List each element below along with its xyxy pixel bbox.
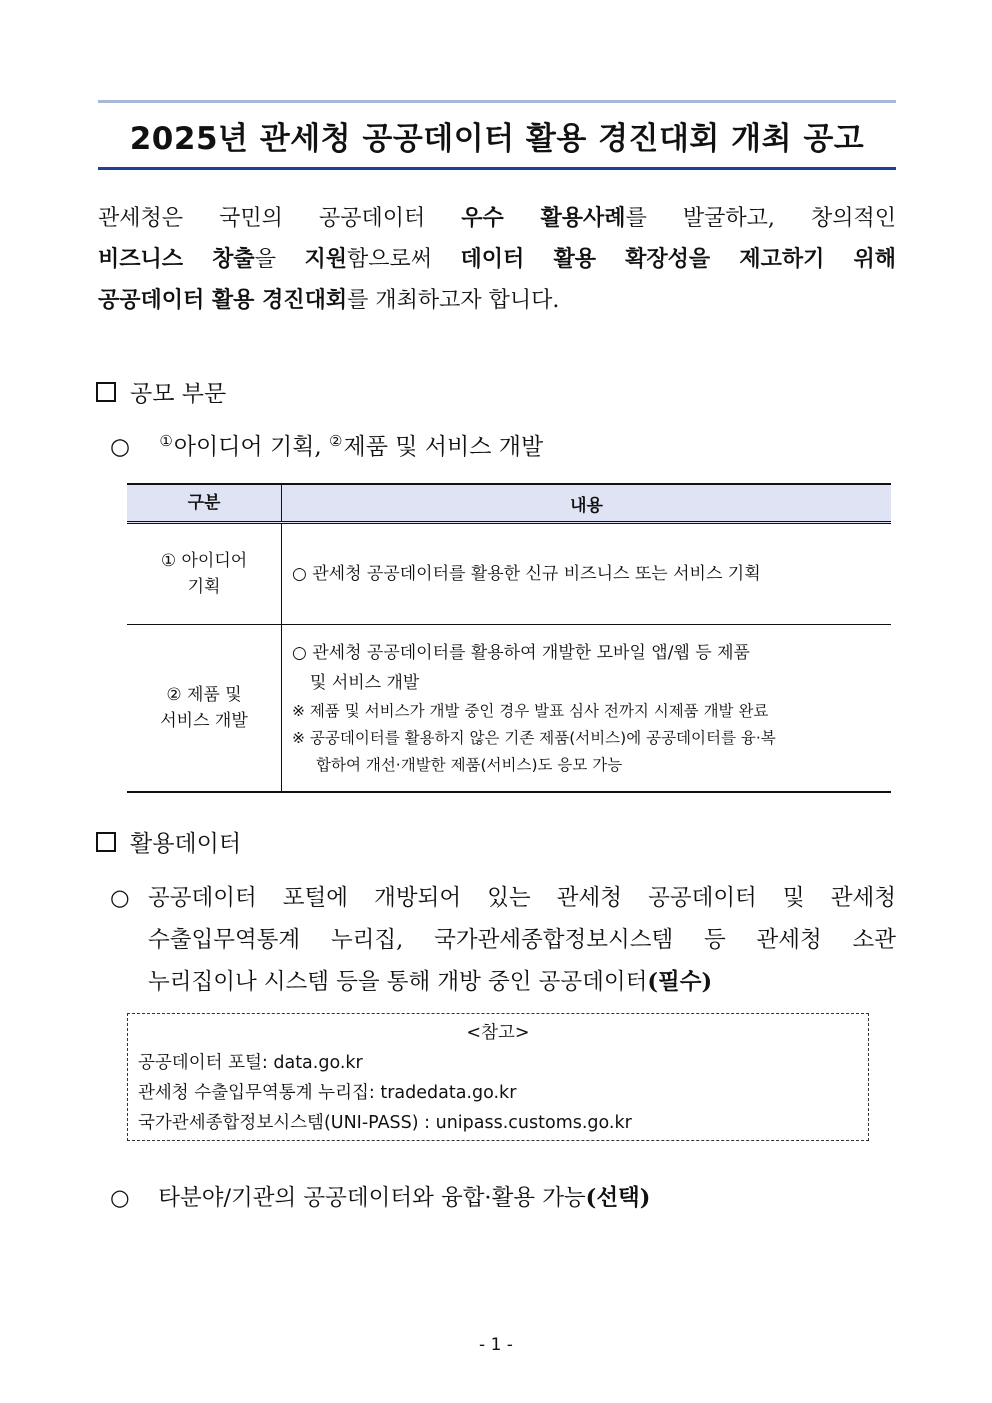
intro-text: 를 발굴하고, 창의적인 (625, 206, 896, 231)
title-block (98, 100, 896, 170)
category-summary-line (110, 428, 543, 461)
note-item (292, 698, 885, 725)
category-label-line: ② 제품 및 (166, 685, 242, 705)
category-label-line: ① 아이디어 (160, 551, 248, 571)
category-item-1: 아이디어 기획, (173, 434, 330, 460)
reference-line-tradedata: 관세청 수출입무역통계 누리집: tradedata.go.kr (138, 1083, 517, 1103)
category-label-line: 기획 (187, 577, 221, 597)
paragraph-line-text: 누리집이나 시스템 등을 통해 개방 중인 공공데이터 (148, 969, 648, 995)
intro-paragraph (98, 198, 896, 321)
intro-line-3 (98, 280, 896, 321)
reference-line-portal: 공공데이터 포털: data.go.kr (138, 1053, 363, 1073)
intro-emphasis-text: 우수 활용사례 (461, 205, 626, 231)
table-header-row (127, 484, 891, 523)
intro-text: 을 (254, 247, 305, 272)
content-item (292, 638, 885, 698)
note-line: ※ 제품 및 서비스가 개발 중인 경우 발표 심사 전까지 시제품 개발 완료 (292, 701, 769, 720)
table-cell-category (127, 625, 282, 793)
square-bullet-icon (96, 382, 116, 402)
note-item (292, 725, 885, 779)
circled-number-1: ① (159, 432, 173, 450)
optional-usage-text: 타분야/기관의 공공데이터와 융합·활용 가능 (158, 1185, 586, 1211)
section-heading-text: 활용데이터 (130, 831, 242, 857)
content-item: ○ 관세청 공공데이터를 활용한 신규 비즈니스 또는 서비스 기획 (292, 564, 761, 584)
content-item-line: 및 서비스 개발 (310, 672, 420, 693)
intro-emphasis-text: 비즈니스 창출 (98, 246, 255, 272)
paragraph-line (148, 961, 896, 1003)
required-label: (필수) (647, 969, 713, 995)
section-heading-data-usage (96, 825, 241, 858)
reference-title: <참고> (466, 1023, 530, 1043)
section-heading-text: 공모 부문 (130, 381, 227, 407)
data-usage-paragraph (110, 877, 896, 1003)
circle-bullet-icon: ○ (110, 885, 130, 911)
intro-emphasis-text: 공공데이터 활용 경진대회 (98, 287, 348, 313)
category-table (127, 483, 891, 793)
intro-text: 관세청은 국민의 공공데이터 (98, 206, 462, 231)
page-number: - 1 - (479, 1335, 513, 1355)
reference-box (127, 1013, 869, 1141)
category-label-line: 서비스 개발 (160, 711, 248, 731)
intro-emphasis-text: 지원 (304, 246, 347, 272)
paragraph-line: 공공데이터 포털에 개방되어 있는 관세청 공공데이터 및 관세청 (148, 885, 896, 911)
paragraph-row (110, 919, 896, 961)
table-cell-content (282, 625, 892, 793)
content-item-line: ○ 관세청 공공데이터를 활용하여 개발한 모바일 앱/웹 등 제품 (292, 642, 750, 663)
table-row (127, 523, 891, 625)
reference-line-unipass: 국가관세종합정보시스템(UNI-PASS) : unipass.customs.go.kr (138, 1113, 632, 1133)
intro-emphasis-text: 데이터 활용 확장성을 제고하기 위해 (460, 246, 897, 272)
intro-line-1 (98, 198, 896, 239)
circle-bullet-icon: ○ (110, 434, 131, 460)
indent-spacer (110, 961, 148, 1003)
table-header-content: 내용 (282, 484, 892, 523)
note-line: ※ 공공데이터를 활용하지 않은 기존 제품(서비스)에 공공데이터를 융·복 (292, 728, 776, 747)
circle-bullet-icon: ○ (110, 1185, 130, 1211)
optional-label: (선택) (585, 1185, 651, 1211)
paragraph-line: 수출입무역통계 누리집, 국가관세종합정보시스템 등 관세청 소관 (148, 927, 896, 953)
indent-spacer (110, 919, 148, 961)
table-header-category: 구분 (127, 484, 282, 523)
optional-usage-line (110, 1180, 650, 1212)
table-cell-category (127, 523, 282, 625)
intro-line-2 (98, 239, 896, 280)
paragraph-row (110, 877, 896, 919)
table-cell-content (282, 523, 892, 625)
table-row (127, 625, 891, 793)
square-bullet-icon (96, 832, 116, 852)
intro-text: 함으로써 (346, 247, 461, 272)
paragraph-row (110, 961, 896, 1003)
category-item-2: 제품 및 서비스 개발 (343, 434, 544, 460)
intro-text: 를 개최하고자 합니다. (347, 288, 560, 313)
section-heading-contest-category (96, 375, 226, 408)
page-title: 2025년 관세청 공공데이터 활용 경진대회 개최 공고 (129, 120, 865, 157)
circled-number-2: ② (329, 432, 343, 450)
note-line: 합하여 개선·개발한 제품(서비스)도 응모 가능 (316, 755, 623, 774)
